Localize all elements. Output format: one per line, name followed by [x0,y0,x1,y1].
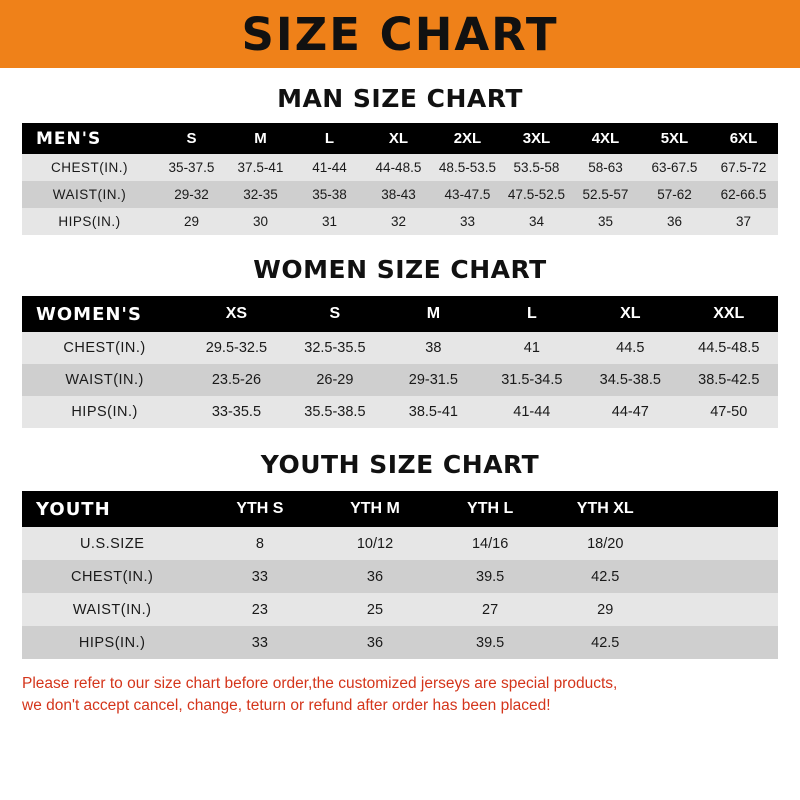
youth-ussize-m: 10/12 [356,535,394,552]
man-header-xl: XL [388,130,409,147]
table-row [22,154,778,181]
youth-row-chest-label: CHEST(IN.) [70,568,154,585]
women-hips-xxl: 47-50 [710,404,748,420]
man-hips-4xl: 35 [597,214,613,229]
man-chest-6xl: 67.5-72 [720,160,767,175]
table-row [22,560,778,593]
man-waist-6xl: 62-66.5 [720,187,767,202]
man-waist-m: 32-35 [243,187,278,202]
table-header-row [22,296,778,332]
youth-chest-xl: 42.5 [591,568,620,585]
man-header-m: M [254,130,267,147]
women-chest-xl: 44.5 [616,340,645,356]
women-hips-xl: 44-47 [611,404,649,420]
man-row-waist-label: WAIST(IN.) [52,187,127,202]
youth-header-m: YTH M [350,500,400,517]
women-chest-xs: 29.5-32.5 [205,340,268,356]
youth-chest-m: 36 [366,568,384,585]
youth-waist-s: 23 [251,601,268,618]
man-section-title: MAN SIZE CHART [277,84,523,113]
women-chest-m: 38 [425,340,442,356]
man-waist-4xl: 52.5-57 [582,187,629,202]
man-header-2xl: 2XL [453,130,482,147]
table-row [22,181,778,208]
page-banner [0,0,800,68]
order-notice-line1: Please refer to our size chart before order,the customized jerseys are special products, [22,675,618,692]
youth-table-body [22,527,778,659]
women-waist-m: 29-31.5 [408,372,458,388]
youth-header-xl: YTH XL [576,500,634,517]
youth-row-hips-label: HIPS(IN.) [78,634,146,651]
man-chest-4xl: 58-63 [588,160,623,175]
women-waist-xs: 23.5-26 [211,372,262,388]
man-row-hips-label: HIPS(IN.) [58,214,121,229]
man-header-5xl: 5XL [660,130,689,147]
youth-ussize-s: 8 [255,535,264,552]
youth-chest-blank [663,560,778,593]
page-title: SIZE CHART [241,7,559,61]
youth-ussize-blank [663,527,778,560]
youth-hips-l: 39.5 [476,634,505,651]
women-section-title: WOMEN SIZE CHART [253,255,547,284]
man-chest-xl: 44-48.5 [375,160,422,175]
women-hips-xs: 33-35.5 [211,404,262,420]
women-header-xl: XL [620,305,641,322]
youth-hips-s: 33 [251,634,268,651]
table-row [22,396,778,428]
man-hips-l: 31 [321,214,337,229]
table-row [22,208,778,235]
youth-hips-m: 36 [366,634,384,651]
man-table-body [22,154,778,235]
man-header-label: MEN'S [36,128,102,149]
man-chest-3xl: 53.5-58 [513,160,560,175]
women-row-hips-label: HIPS(IN.) [71,404,138,420]
table-row [22,593,778,626]
women-table-body [22,332,778,428]
table-row [22,332,778,364]
youth-waist-l: 27 [482,601,499,618]
man-hips-5xl: 36 [666,214,682,229]
table-row [22,626,778,659]
man-chest-2xl: 48.5-53.5 [438,160,496,175]
man-header-s: S [186,130,197,147]
youth-hips-blank [663,626,778,659]
women-row-waist-label: WAIST(IN.) [65,372,144,388]
man-waist-2xl: 43-47.5 [444,187,491,202]
table-row [22,527,778,560]
man-waist-xl: 38-43 [381,187,416,202]
youth-waist-blank [663,593,778,626]
man-size-table [22,123,778,235]
women-waist-xl: 34.5-38.5 [599,372,661,388]
man-chest-l: 41-44 [312,160,347,175]
youth-row-waist-label: WAIST(IN.) [72,601,152,618]
youth-row-ussize-label: U.S.SIZE [79,535,145,552]
man-chest-s: 35-37.5 [168,160,215,175]
youth-header-blank [663,491,778,527]
man-waist-l: 35-38 [312,187,347,202]
man-waist-3xl: 47.5-52.5 [507,187,565,202]
man-header-6xl: 6XL [729,130,758,147]
women-header-l: L [526,305,537,322]
youth-ussize-l: 14/16 [471,535,509,552]
women-waist-l: 31.5-34.5 [501,372,563,388]
order-notice [22,673,778,718]
table-header-row [22,123,778,154]
youth-size-table [22,491,778,659]
man-header-3xl: 3XL [522,130,551,147]
man-header-l: L [324,130,335,147]
man-hips-m: 30 [252,214,268,229]
women-row-chest-label: CHEST(IN.) [63,340,146,356]
youth-table-head [22,491,778,527]
order-notice-line2: we don't accept cancel, change, teturn or refund after order has been placed! [22,697,551,715]
women-chest-xxl: 44.5-48.5 [698,340,760,356]
man-header-4xl: 4XL [591,130,620,147]
women-hips-l: 41-44 [513,404,551,420]
table-header-row [22,491,778,527]
women-header-m: M [426,305,441,322]
man-hips-2xl: 33 [459,214,475,229]
man-waist-5xl: 57-62 [657,187,692,202]
women-chest-l: 41 [523,340,540,356]
women-hips-s: 35.5-38.5 [304,404,366,420]
women-header-label: WOMEN'S [36,303,142,325]
man-waist-s: 29-32 [174,187,209,202]
women-waist-xxl: 38.5-42.5 [698,372,760,388]
women-header-s: S [329,305,341,322]
man-chest-5xl: 63-67.5 [651,160,698,175]
man-row-chest-label: CHEST(IN.) [50,160,128,175]
youth-section-title: YOUTH SIZE CHART [260,450,540,479]
chart-content [0,68,800,800]
youth-chest-s: 33 [251,568,268,585]
women-size-table [22,296,778,428]
table-row [22,364,778,396]
man-hips-3xl: 34 [528,214,544,229]
women-hips-m: 38.5-41 [408,404,458,420]
women-chest-s: 32.5-35.5 [304,340,366,356]
man-table-head [22,123,778,154]
women-table-head [22,296,778,332]
man-chest-m: 37.5-41 [237,160,284,175]
youth-hips-xl: 42.5 [591,634,620,651]
youth-ussize-xl: 18/20 [587,535,624,552]
youth-header-label: YOUTH [36,498,111,520]
youth-waist-m: 25 [366,601,384,618]
women-header-xxl: XXL [713,305,745,322]
man-hips-xl: 32 [390,214,406,229]
women-header-xs: XS [225,305,248,322]
women-waist-s: 26-29 [316,372,354,388]
man-hips-s: 29 [183,214,199,229]
youth-header-l: YTH L [467,500,514,517]
youth-header-s: YTH S [236,500,284,517]
youth-waist-xl: 29 [597,601,614,618]
youth-chest-l: 39.5 [476,568,505,585]
man-hips-6xl: 37 [735,214,751,229]
